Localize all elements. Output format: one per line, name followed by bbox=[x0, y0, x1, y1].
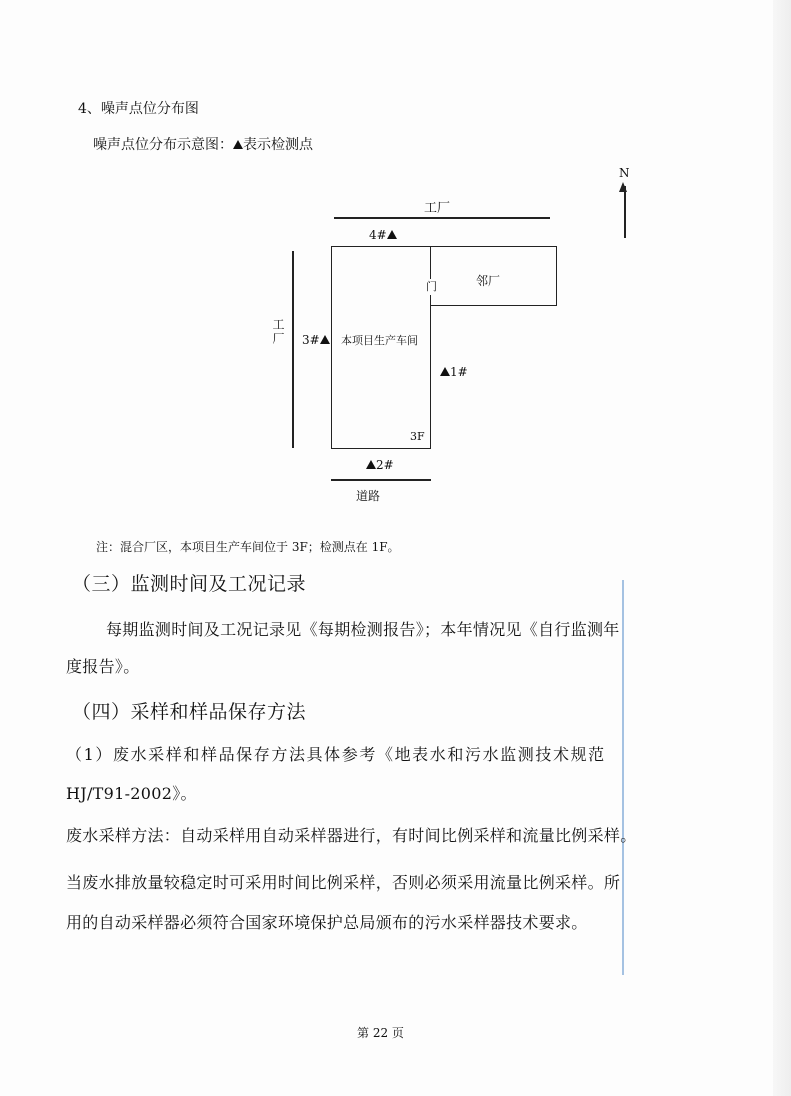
section-4-line-5: 用的自动采样器必须符合国家环境保护总局颁布的污水采样器技术要求。 bbox=[66, 913, 588, 932]
section-3-line-2: 度报告》。 bbox=[66, 657, 140, 676]
factory-top-label: 工厂 bbox=[424, 201, 451, 216]
point-1-label: 1# bbox=[450, 365, 468, 379]
point-2-triangle-icon bbox=[366, 460, 376, 469]
section-4-line-4: 当废水排放量较稳定时可采用时间比例采样，否则必须采用流量比例采样。所 bbox=[66, 873, 621, 892]
section-3-line-1: 每期监测时间及工况记录见《每期检测报告》；本年情况见《自行监测年 bbox=[106, 620, 620, 639]
legend-suffix: 表示检测点 bbox=[243, 137, 313, 153]
road-label: 道路 bbox=[356, 489, 381, 503]
point-4-triangle-icon bbox=[387, 230, 397, 239]
triangle-icon bbox=[233, 140, 243, 149]
binding-mark bbox=[622, 580, 624, 975]
factory-top-line bbox=[334, 217, 550, 219]
point-3-triangle-icon bbox=[320, 335, 330, 344]
legend-line bbox=[93, 134, 313, 154]
floor-label: 3F bbox=[410, 430, 425, 443]
north-arrow-icon bbox=[619, 182, 627, 192]
point-1 bbox=[440, 365, 468, 379]
page-edge-shadow bbox=[773, 0, 791, 1096]
north-arrow-shaft bbox=[624, 186, 626, 238]
neighbor-factory-label: 邻厂 bbox=[476, 274, 501, 288]
section-4-line-2: HJ/T91-2002》。 bbox=[66, 784, 197, 803]
factory-left-line bbox=[292, 251, 294, 448]
legend-prefix: 噪声点位分布示意图： bbox=[93, 137, 233, 153]
section-title: 4、噪声点位分布图 bbox=[78, 101, 199, 117]
section-4-line-1: （1）废水采样和样品保存方法具体参考《地表水和污水监测技术规范 bbox=[66, 745, 606, 764]
page-number: 第 22 页 bbox=[357, 1026, 404, 1040]
point-3 bbox=[302, 333, 330, 347]
point-2 bbox=[366, 458, 394, 472]
road-line bbox=[331, 479, 431, 481]
point-2-label: 2# bbox=[376, 458, 394, 472]
diagram-note: 注：混合厂区，本项目生产车间位于 3F；检测点在 1F。 bbox=[96, 540, 400, 554]
section-4-heading: （四）采样和样品保存方法 bbox=[72, 701, 307, 723]
point-4 bbox=[369, 228, 397, 242]
point-3-label: 3# bbox=[302, 333, 320, 347]
north-label: N bbox=[619, 166, 630, 180]
point-1-triangle-icon bbox=[440, 367, 450, 376]
factory-left-label: 工厂 bbox=[271, 318, 285, 346]
workshop-label: 本项目生产车间 bbox=[341, 334, 418, 347]
section-3-heading: （三）监测时间及工况记录 bbox=[72, 573, 307, 595]
door-label: 门 bbox=[426, 280, 437, 293]
point-4-label: 4# bbox=[369, 228, 387, 242]
section-4-line-3: 废水采样方法：自动采样用自动采样器进行，有时间比例采样和流量比例采样。 bbox=[66, 826, 637, 845]
